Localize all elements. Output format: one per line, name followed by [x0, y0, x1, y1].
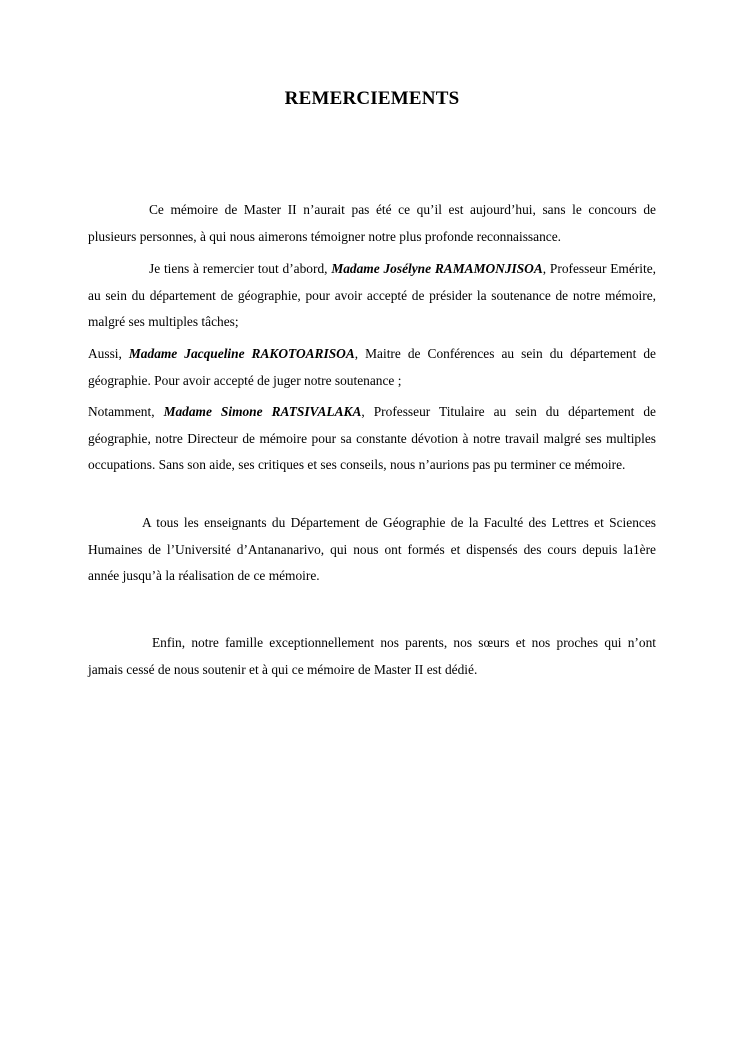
paragraph-text: Enfin, notre famille exceptionnellement nos parents, nos sœurs et nos proches qui n’ont jamais cessé de nous soutenir et à qui ce mémoire de Master II est dédié. [88, 635, 656, 677]
paragraph-text: Notamment, [88, 404, 164, 419]
paragraph-text: Aussi, [88, 346, 129, 361]
paragraph-family-thanks [88, 630, 656, 683]
paragraph-teachers-thanks [88, 510, 656, 590]
paragraph-text: , Professeur Emérite, au sein du département de géographie, pour avoir accepté de présider la soutenance de notre mémoire, malgré ses multiples tâches; [88, 261, 656, 329]
paragraph-text: Je tiens à remercier tout d’abord, [149, 261, 332, 276]
paragraph-text: , Maitre de Conférences au sein du département de géographie. Pour avoir accepté de juger notre soutenance ; [88, 346, 656, 388]
person-name: Madame Josélyne RAMAMONJISOA [331, 261, 543, 276]
paragraph-text: , Professeur Titulaire au sein du département de géographie, notre Directeur de mémoire pour sa constante dévotion à notre travail malgré ses multiples occupations. Sans son aide, ses critiques et ses conseils, nous n’aurions pas pu terminer ce mémoire. [88, 404, 656, 472]
person-name: Madame Simone RATSIVALAKA [163, 404, 362, 419]
paragraph-president-thanks [88, 256, 656, 336]
person-name: Madame Jacqueline RAKOTOARISOA [128, 346, 355, 361]
paragraph-director-thanks [88, 399, 656, 479]
page-title: REMERCIEMENTS [284, 88, 460, 109]
paragraph-examiner-thanks [88, 341, 656, 394]
paragraph-intro [88, 197, 656, 250]
paragraph-text: Ce mémoire de Master II n’aurait pas été ce qu’il est aujourd’hui, sans le concours de plusieurs personnes, à qui nous aimerons témoigner notre plus profonde reconnaissance. [88, 202, 656, 244]
paragraph-text: A tous les enseignants du Département de Géographie de la Faculté des Lettres et Sciences Humaines de l’Université d’Antananarivo, qui nous ont formés et dispensés des cours depuis la1ère année jusqu’à la réalisation de ce mémoire. [88, 515, 656, 583]
